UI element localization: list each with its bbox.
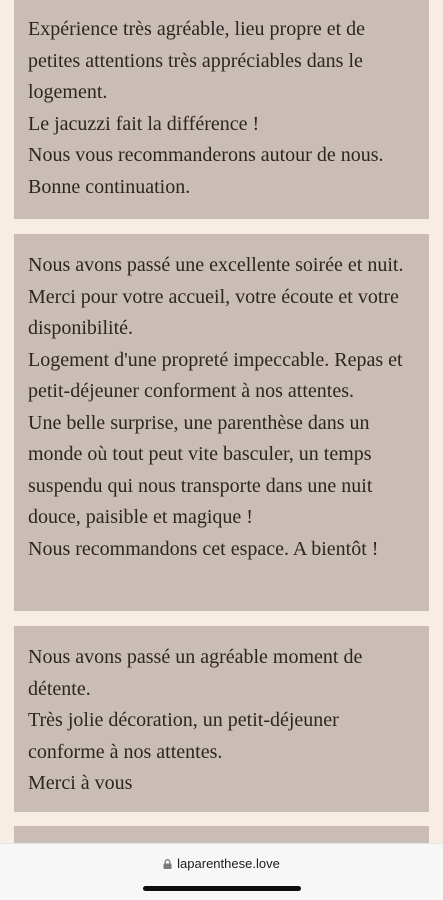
browser-address-bar[interactable] [0,843,443,900]
review-card [14,0,429,219]
review-text: Nous avons passé un agréable moment de détente. Très jolie décoration, un petit-déjeuner conforme à nos attentes. Merci à vous [28,646,363,794]
url-text: laparenthese.love [177,856,280,871]
lock-icon [163,857,172,867]
home-indicator[interactable] [143,886,301,891]
review-card [14,626,429,812]
review-text: Nous avons passé une excellente soirée et nuit. Merci pour votre accueil, votre écoute et votre disponibilité. Logement d'une propreté impeccable. Repas et petit-déjeuner conforment à nos attentes. Une belle surprise, une parenthèse dans un monde où tout peut vite basculer, un temps suspendu qui nous transporte dans une nuit douce, paisible et magique ! Nous recommandons cet espace. A bientôt ! [28,254,404,560]
url-display[interactable] [0,856,443,871]
review-text: Expérience très agréable, lieu propre et de petites attentions très appréciables dans le logement. Le jacuzzi fait la différence ! Nous vous recommanderons autour de nous. Bonne continuation. [28,18,384,198]
review-card [14,234,429,611]
